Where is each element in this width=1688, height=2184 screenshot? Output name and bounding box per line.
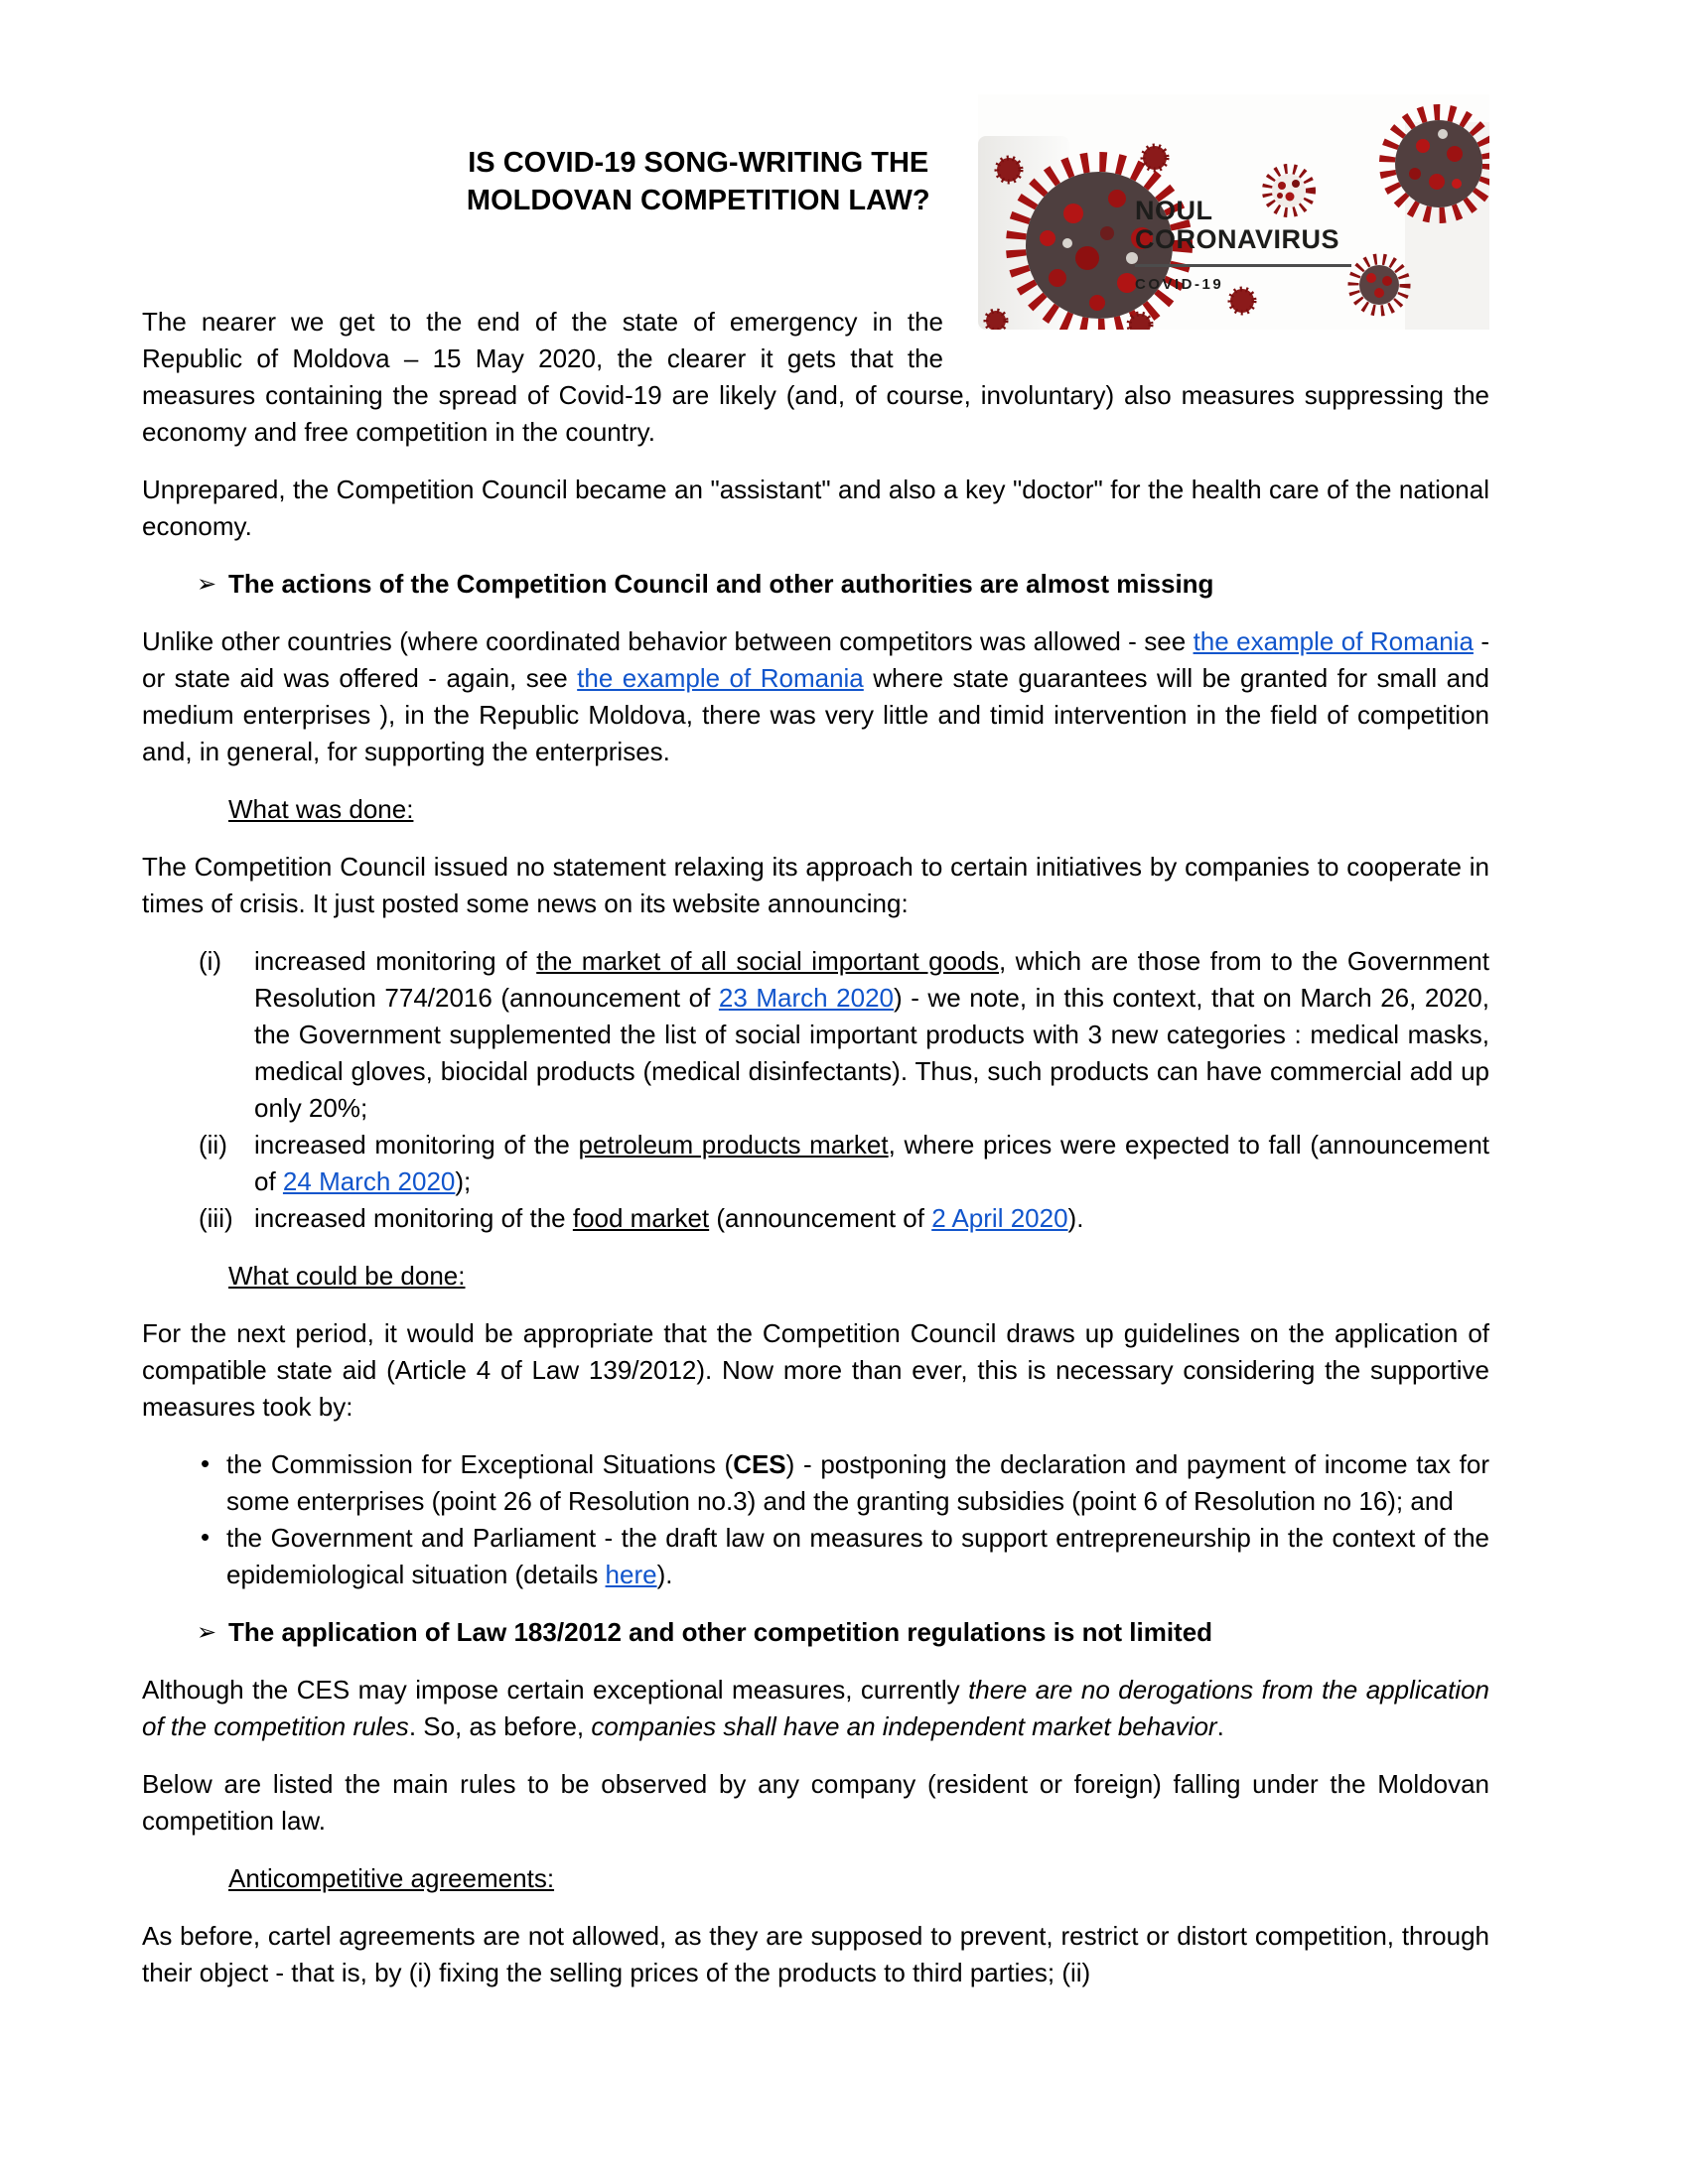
text-run: As before, cartel agreements are not allowed, as they are supposed to prevent, restrict or distort competition, through their object - that is, by (i) fixing the selling prices of the products to third parties; (ii) — [142, 1921, 1489, 1987]
section-heading — [142, 1614, 1489, 1651]
bullet-list — [142, 1446, 1489, 1593]
text-run: . So, as before, — [408, 1711, 592, 1741]
paragraph — [142, 849, 1489, 922]
text-run: Unprepared, the Competition Council became an "assistant" and also a key "doctor" for the health care of the national economy. — [142, 475, 1489, 541]
text-run: the market of all social important goods — [536, 946, 999, 976]
text-run: ); — [455, 1166, 472, 1196]
section-heading-label: The actions of the Competition Council and other authorities are almost missing — [228, 569, 1214, 599]
paragraph — [142, 472, 1489, 545]
hyperlink[interactable]: 24 March 2020 — [282, 1166, 456, 1196]
text-run: The nearer we get to the end of the state of emergency in the Republic of Moldova – 15 May 2020, the clearer it gets that the measures containing the spread of Covid-19 are likely (and, of course, involuntary) also measures suppressing the economy and free competition in the country. — [142, 307, 1489, 447]
text-run: increased monitoring of the — [254, 1130, 579, 1160]
paragraph — [142, 1672, 1489, 1745]
subsection-heading: Anticompetitive agreements: — [228, 1863, 555, 1893]
text-run: , which are those from to the Government Resolution 774/2016 (announcement of — [254, 946, 1489, 1013]
document-blocks — [142, 304, 1489, 1991]
hero-caption-line1: NOUL — [1135, 196, 1213, 225]
subsection-heading: What was done: — [228, 794, 414, 824]
text-run: , where prices were expected to fall (announcement of — [254, 1130, 1489, 1196]
list-item — [142, 1446, 1489, 1520]
list-marker: (ii) — [199, 1130, 227, 1160]
roman-list — [142, 943, 1489, 1237]
text-run: ) - we note, in this context, that on March 26, 2020, the Government supplemented the list of social important products with 3 new categories : medical masks, medical gloves, biocidal products (medical disinfectants). Thus, such products can have commercial add up only 20%; — [254, 983, 1489, 1123]
list-marker: (i) — [199, 946, 222, 976]
paragraph — [142, 623, 1489, 770]
text-run: there are no derogations from the application of the competition rules — [142, 1675, 1490, 1741]
list-item — [142, 1520, 1489, 1593]
subsection-heading: What could be done: — [228, 1261, 466, 1291]
text-run: increased monitoring of the — [254, 1203, 573, 1233]
text-run: - or state aid was offered - again, see — [142, 626, 1489, 693]
text-run: food market — [572, 1203, 710, 1233]
coronavirus-image — [978, 94, 1489, 330]
text-run: (announcement of — [709, 1203, 932, 1233]
text-run: CES — [733, 1449, 786, 1479]
text-run: the Commission for Exceptional Situations ( — [226, 1449, 734, 1479]
hyperlink[interactable]: 2 April 2020 — [931, 1203, 1068, 1233]
text-run: ) - postponing the declaration and payment of income tax for some enterprises (point 26 of Resolution no.3) and the granting subsidies (point 6 of Resolution no 16); and — [226, 1449, 1489, 1516]
hyperlink[interactable]: the example of Romania — [577, 663, 864, 693]
text-run: Although the CES may impose certain exceptional measures, currently — [142, 1675, 969, 1705]
text-run: companies shall have an independent market behavior — [591, 1711, 1217, 1741]
list-item — [142, 943, 1489, 1127]
text-run: Below are listed the main rules to be observed by any company (resident or foreign) falling under the Moldovan competition law. — [142, 1769, 1489, 1836]
text-run: The Competition Council issued no statement relaxing its approach to certain initiatives by companies to cooperate in times of crisis. It just posted some news on its website announcing: — [142, 852, 1489, 918]
text-run: where state guarantees will be granted for small and medium enterprises ), in the Republic Moldova, there was very little and timid intervention in the field of competition and, in general, for supporting the enterprises. — [142, 663, 1489, 766]
text-run: petroleum products market — [578, 1130, 889, 1160]
hero-caption-line2: CORONAVIRUS — [1135, 224, 1340, 254]
arrow-bullet-icon: ➢ — [197, 1619, 217, 1646]
bullet-icon: • — [201, 1522, 211, 1552]
text-run: . — [1216, 1711, 1224, 1741]
bullet-icon: • — [201, 1448, 211, 1478]
text-run: For the next period, it would be appropriate that the Competition Council draws up guidelines on the application of compatible state aid (Article 4 of Law 139/2012). Now more than ever, this is necessary considering the supportive measures took by: — [142, 1318, 1489, 1422]
arrow-bullet-icon: ➢ — [197, 571, 217, 598]
text-run: Unlike other countries (where coordinated behavior between competitors was allowed - see — [142, 626, 1194, 656]
paragraph — [142, 1918, 1489, 1991]
hero-caption — [1135, 197, 1363, 293]
hyperlink[interactable]: 23 March 2020 — [718, 983, 894, 1013]
hyperlink[interactable]: here — [605, 1560, 657, 1589]
page-title-text: IS COVID-19 SONG-WRITING THE MOLDOVAN COMPETITION LAW? — [466, 147, 930, 216]
text-run: the Government and Parliament - the draft law on measures to support entrepreneurship in the context of the epidemiological situation (details — [226, 1523, 1489, 1589]
text-run: ). — [1067, 1203, 1084, 1233]
hyperlink[interactable]: the example of Romania — [1193, 626, 1474, 656]
hero-caption-divider — [1135, 264, 1351, 267]
section-heading — [142, 566, 1489, 603]
list-item — [142, 1127, 1489, 1200]
section-heading-label: The application of Law 183/2012 and other competition regulations is not limited — [228, 1617, 1213, 1647]
paragraph — [142, 1766, 1489, 1840]
hero-caption-line3: COVID-19 — [1135, 276, 1224, 293]
text-run: increased monitoring of — [254, 946, 537, 976]
list-marker: (iii) — [199, 1203, 233, 1233]
list-item — [142, 1200, 1489, 1237]
text-run: ). — [656, 1560, 673, 1589]
paragraph — [142, 1315, 1489, 1426]
